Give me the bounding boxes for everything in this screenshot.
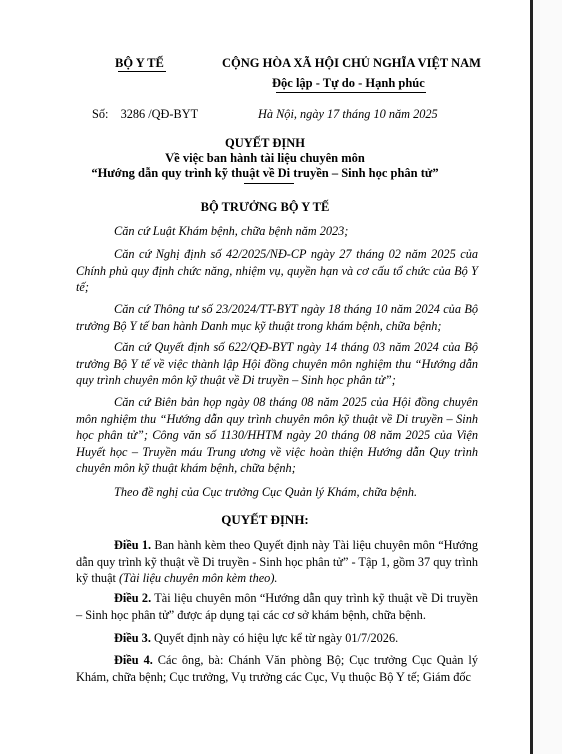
motto: Độc lập - Tự do - Hạnh phúc xyxy=(272,76,425,90)
ministry-name: BỘ Y TẾ xyxy=(115,56,164,70)
ministry-underline xyxy=(118,71,166,72)
legal-basis-4: Căn cứ Quyết định số 622/QĐ-BYT ngày 14 tháng 03 năm 2024 của Bộ trưởng Bộ Y tế về việc thành lập Hội đồng chuyên môn nghiệm thu “Hướng dẫn quy trình chuyên môn kỹ thuật về Di truyền – Sinh học phân tử”; xyxy=(76,340,478,388)
legal-basis-2: Căn cứ Nghị định số 42/2025/NĐ-CP ngày 27 tháng 02 năm 2025 của Chính phủ quy định chức năng, nhiệm vụ, quyền hạn và cơ cấu tổ chức của Bộ Y tế; xyxy=(76,247,478,295)
article-2-label: Điều 2. xyxy=(114,591,152,605)
article-4-text: Các ông, bà: Chánh Văn phòng Bộ; Cục trưởng Cục Quản lý Khám, chữa bệnh; Cục trưởng, Vụ trưởng các Cục, Vụ thuộc Bộ Y tế; Giám đốc xyxy=(76,653,478,684)
decision-heading: QUYẾT ĐỊNH: xyxy=(221,512,309,527)
title-line-1: Về việc ban hành tài liệu chuyên môn xyxy=(165,151,365,165)
article-4-label: Điều 4. xyxy=(114,653,153,667)
article-2-text: Tài liệu chuyên môn “Hướng dẫn quy trình kỹ thuật về Di truyền – Sinh học phân tử” được áp dụng tại các cơ sở khám bệnh, chữa bệnh. xyxy=(76,591,478,622)
issue-date: Hà Nội, ngày 17 tháng 10 năm 2025 xyxy=(258,107,438,121)
number-prefix: Số: xyxy=(92,107,109,121)
legal-basis-6: Theo đề nghị của Cục trưởng Cục Quản lý Khám, chữa bệnh. xyxy=(114,485,418,499)
legal-basis-5: Căn cứ Biên bản họp ngày 08 tháng 08 năm 2025 của Hội đồng chuyên môn nghiệm thu “Hướng dẫn quy trình chuyên môn kỹ thuật về Di truyền – Sinh học phân tử”; Công văn số 1130/HHTM ngày 20 tháng 08 năm 2025 của Viện Huyết học – Truyền máu Trung ương về việc hoàn thiện Hướng dẫn Quy trình chuyên môn kỹ thuật khám bệnh, chữa bệnh; xyxy=(76,395,478,476)
article-1-text: Ban hành kèm theo Quyết định này Tài liệu chuyên môn “Hướng dẫn quy trình kỹ thuật về Di truyền - Sinh học phân tử” - Tập 1, gồm 37 quy trình kỹ thuật xyxy=(76,538,478,586)
article-1-note: (Tài liệu chuyên môn kèm theo). xyxy=(119,571,278,586)
article-3-label: Điều 3. xyxy=(114,631,151,645)
legal-basis-1: Căn cứ Luật Khám bệnh, chữa bệnh năm 2023; xyxy=(114,224,349,238)
title-line-2: “Hướng dẫn quy trình kỹ thuật về Di truyền – Sinh học phân tử” xyxy=(91,166,439,180)
legal-basis-3: Căn cứ Thông tư số 23/2024/TT-BYT ngày 18 tháng 10 năm 2024 của Bộ trưởng Bộ Y tế ban hành Danh mục kỹ thuật trong khám bệnh, chữa bệnh; xyxy=(76,302,478,333)
article-1 xyxy=(76,537,478,587)
document-title: QUYẾT ĐỊNH xyxy=(225,136,305,150)
viewer-background xyxy=(533,0,562,754)
issuer-title: BỘ TRƯỞNG BỘ Y TẾ xyxy=(200,200,330,214)
title-underline xyxy=(244,183,294,184)
article-3 xyxy=(76,630,478,647)
article-1-label: Điều 1. xyxy=(114,538,152,552)
number-value: 3286 xyxy=(120,107,146,121)
article-3-text: Quyết định này có hiệu lực kể từ ngày 01/7/2026. xyxy=(150,631,399,645)
article-4 xyxy=(76,652,478,685)
republic-name: CỘNG HÒA XÃ HỘI CHỦ NGHĨA VIỆT NAM xyxy=(222,56,481,70)
article-2 xyxy=(76,590,478,623)
number-suffix: /QĐ-BYT xyxy=(148,107,199,121)
decision-number xyxy=(92,106,198,122)
motto-underline xyxy=(276,92,426,93)
